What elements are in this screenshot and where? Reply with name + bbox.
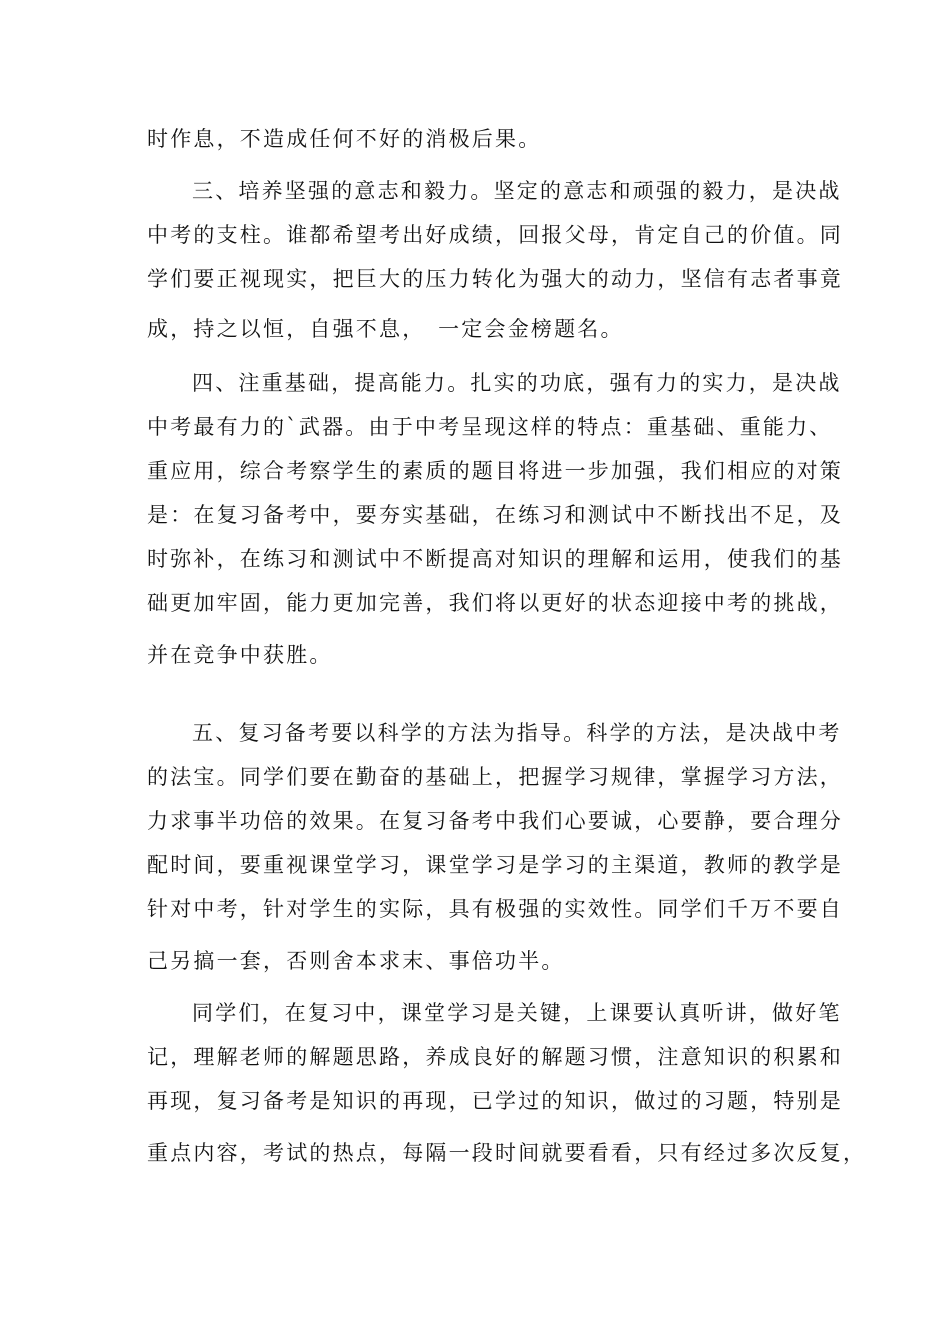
text-line: 重点内容，考试的热点，每隔一段时间就要看看，只有经过多次反复， (147, 1141, 867, 1165)
paragraph-heading-line: 四、注重基础，提高能力。扎实的功底，强有力的实力，是决战 (192, 371, 842, 395)
text-line: 中考最有力的`武器。由于中考呈现这样的特点：重基础、重能力、 (147, 415, 833, 439)
text-line: 配时间，要重视课堂学习，课堂学习是学习的主渠道，教师的教学是 (147, 853, 843, 877)
text-line: 重应用，综合考察学生的素质的题目将进一步加强，我们相应的对策 (147, 459, 843, 483)
text-line: 学们要正视现实，把巨大的压力转化为强大的动力，坚信有志者事竟 (147, 267, 843, 291)
text-line: 并在竞争中获胜。 (147, 643, 333, 667)
text-line: 中考的支柱。谁都希望考出好成绩，回报父母，肯定自己的价值。同 (147, 223, 843, 247)
text-line: 力求事半功倍的效果。在复习备考中我们心要诚，心要静，要合理分 (147, 809, 843, 833)
text-line: 是：在复习备考中，要夯实基础，在练习和测试中不断找出不足，及 (147, 503, 843, 527)
text-line: 时弥补，在练习和测试中不断提高对知识的理解和运用，使我们的基 (147, 547, 843, 571)
text-line: 己另搞一套，否则舍本求末、事倍功半。 (147, 949, 565, 973)
text-line: 时作息，不造成任何不好的消极后果。 (147, 127, 542, 151)
text-line: 记，理解老师的解题思路，养成良好的解题习惯，注意知识的积累和 (147, 1045, 843, 1069)
paragraph-heading-line: 五、复习备考要以科学的方法为指导。科学的方法，是决战中考 (192, 721, 842, 745)
text-line: 针对中考，针对学生的实际，具有极强的实效性。同学们千万不要自 (147, 897, 843, 921)
text-line: 再现，复习备考是知识的再现，已学过的知识，做过的习题，特别是 (147, 1089, 843, 1113)
text-line: 础更加牢固，能力更加完善，我们将以更好的状态迎接中考的挑战， (147, 591, 843, 615)
paragraph-first-line: 同学们，在复习中，课堂学习是关键，上课要认真听讲，做好笔 (192, 1001, 842, 1025)
text-line: 成，持之以恒，自强不息， 一定会金榜题名。 (147, 317, 624, 341)
paragraph-heading-line: 三、培养坚强的意志和毅力。坚定的意志和顽强的毅力，是决战 (192, 179, 842, 203)
text-line: 的法宝。同学们要在勤奋的基础上，把握学习规律，掌握学习方法， (147, 765, 843, 789)
